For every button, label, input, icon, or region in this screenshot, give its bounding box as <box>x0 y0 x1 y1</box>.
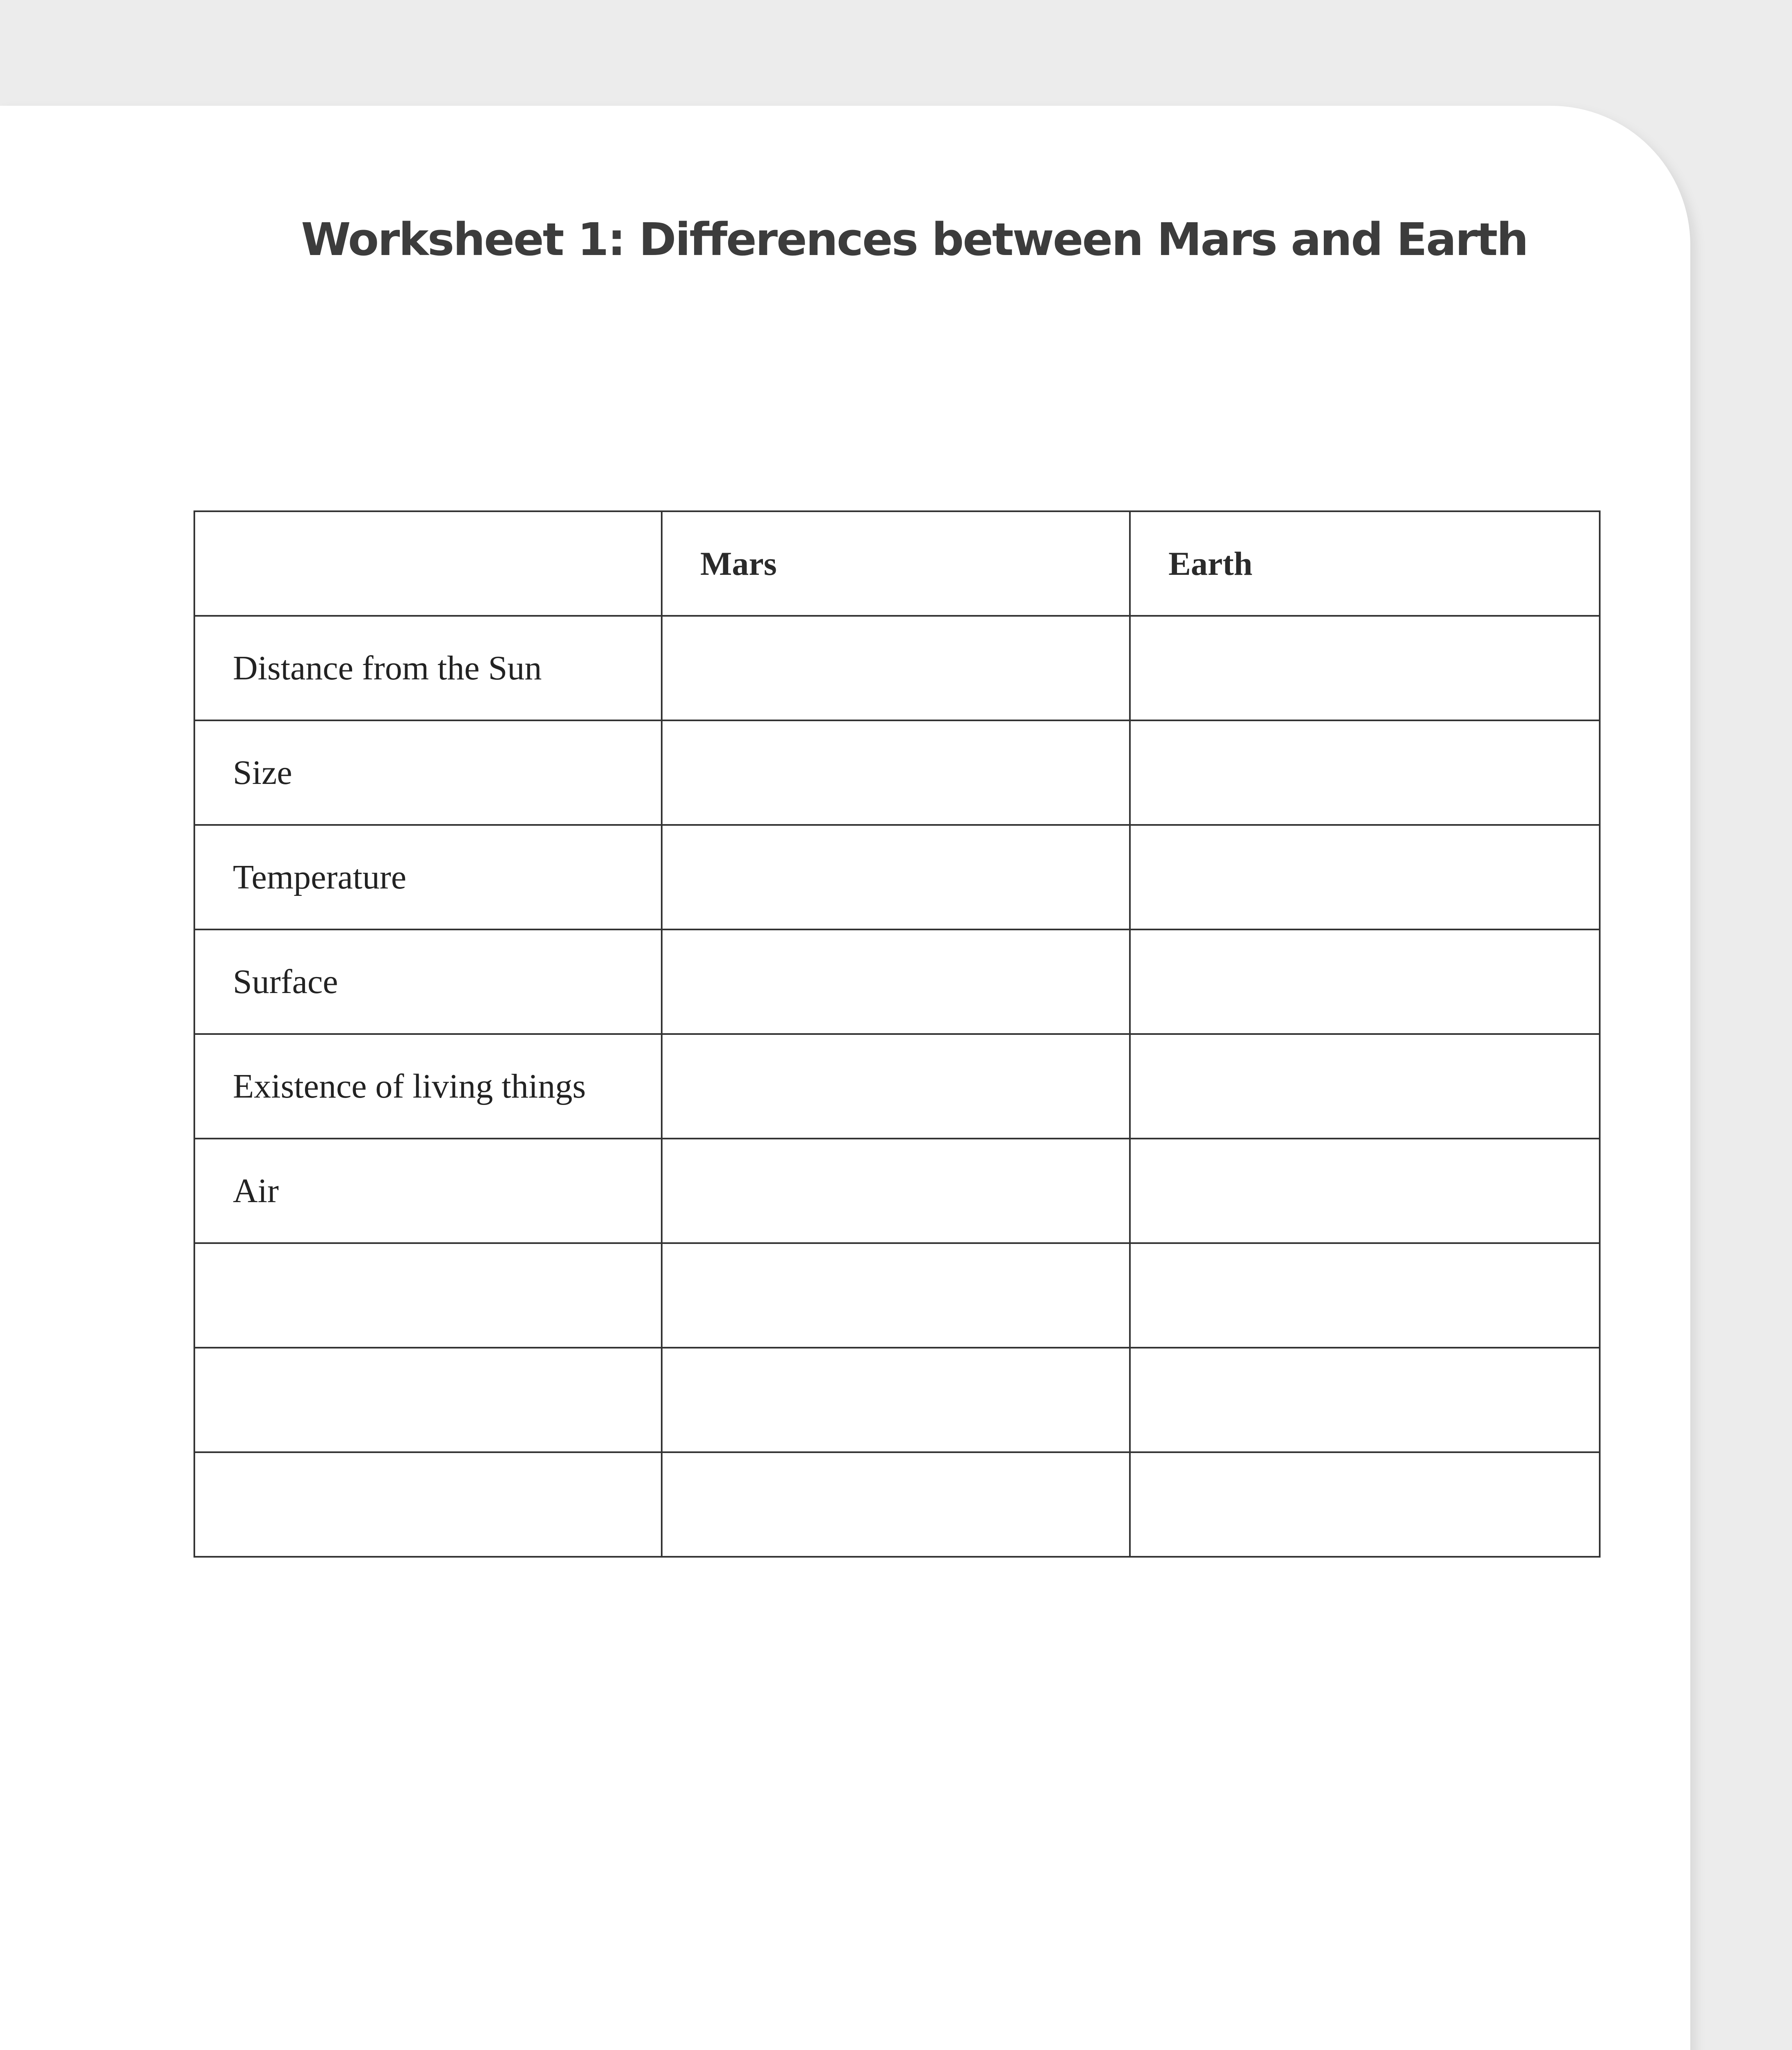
mars-cell[interactable] <box>662 1243 1130 1348</box>
row-label-cell: Air <box>194 1139 662 1243</box>
worksheet-title: Worksheet 1: Differences between Mars and Earth <box>301 213 1528 266</box>
table-header-row <box>194 511 1600 616</box>
table-row <box>194 1139 1600 1243</box>
mars-cell[interactable] <box>662 825 1130 929</box>
earth-cell[interactable] <box>1130 825 1600 929</box>
row-label-cell <box>194 1348 662 1452</box>
mars-cell[interactable] <box>662 1139 1130 1243</box>
earth-cell[interactable] <box>1130 1452 1600 1557</box>
earth-cell[interactable] <box>1130 1139 1600 1243</box>
table-row <box>194 825 1600 929</box>
row-label-cell <box>194 1452 662 1557</box>
earth-cell[interactable] <box>1130 929 1600 1034</box>
table-row <box>194 1452 1600 1557</box>
earth-cell[interactable] <box>1130 1348 1600 1452</box>
mars-cell[interactable] <box>662 1034 1130 1139</box>
row-label-cell: Temperature <box>194 825 662 929</box>
comparison-table <box>194 510 1601 1558</box>
earth-cell[interactable] <box>1130 616 1600 720</box>
table-row <box>194 1348 1600 1452</box>
table-row <box>194 720 1600 825</box>
earth-cell[interactable] <box>1130 1243 1600 1348</box>
mars-cell[interactable] <box>662 1452 1130 1557</box>
row-label-cell: Distance from the Sun <box>194 616 662 720</box>
table-row <box>194 1034 1600 1139</box>
row-label-cell: Existence of living things <box>194 1034 662 1139</box>
table-row <box>194 929 1600 1034</box>
mars-cell[interactable] <box>662 616 1130 720</box>
table-row <box>194 1243 1600 1348</box>
mars-cell[interactable] <box>662 720 1130 825</box>
header-corner-cell <box>194 511 662 616</box>
row-label-cell <box>194 1243 662 1348</box>
table-row <box>194 616 1600 720</box>
earth-cell[interactable] <box>1130 720 1600 825</box>
row-label-cell: Surface <box>194 929 662 1034</box>
header-mars: Mars <box>662 511 1130 616</box>
row-label-cell: Size <box>194 720 662 825</box>
earth-cell[interactable] <box>1130 1034 1600 1139</box>
mars-cell[interactable] <box>662 929 1130 1034</box>
header-earth: Earth <box>1130 511 1600 616</box>
mars-cell[interactable] <box>662 1348 1130 1452</box>
